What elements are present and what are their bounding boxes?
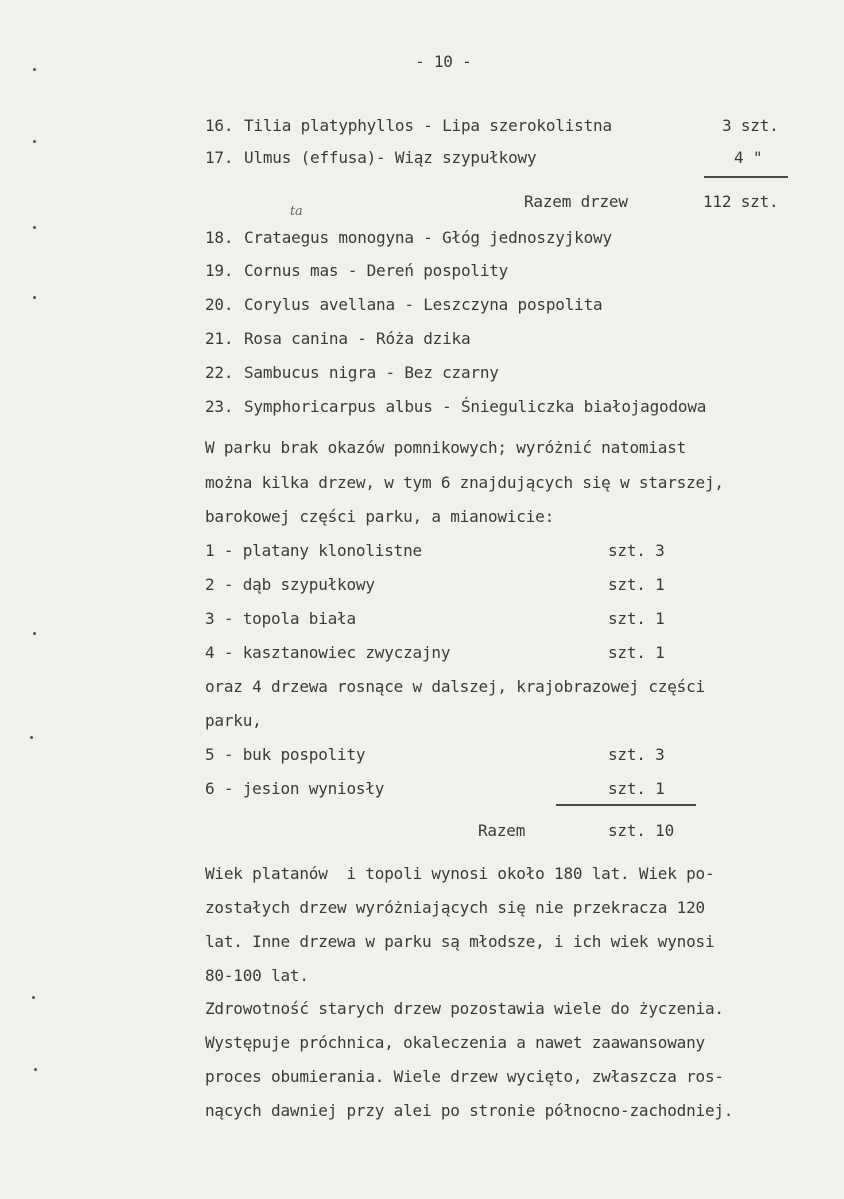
list-item-name: Corylus avellana - Leszczyna pospolita xyxy=(244,295,603,314)
notable-item: 1 - platany klonolistne xyxy=(205,541,422,560)
list-item-no: 16. xyxy=(205,116,234,135)
list-item-name: Ulmus (effusa)- Wiąz szypułkowy xyxy=(244,148,537,167)
sum-rule xyxy=(556,804,696,806)
margin-mark xyxy=(33,296,36,299)
margin-mark xyxy=(33,226,36,229)
page-number: - 10 - xyxy=(415,52,472,71)
paragraph-line: Występuje próchnica, okaleczenia a nawet zaawansowany xyxy=(205,1033,705,1052)
paragraph-line: 80-100 lat. xyxy=(205,966,309,985)
sum-rule xyxy=(704,176,788,178)
paragraph-line: lat. Inne drzewa w parku są młodsze, i ich wiek wynosi xyxy=(205,932,715,951)
paragraph-line: proces obumierania. Wiele drzew wycięto, zwłaszcza ros- xyxy=(205,1067,724,1086)
margin-mark xyxy=(30,736,33,739)
total-value: 112 szt. xyxy=(703,192,779,211)
paragraph-line: można kilka drzew, w tym 6 znajdujących się w starszej, xyxy=(205,473,724,492)
margin-mark xyxy=(33,68,36,71)
list-item-name: Cornus mas - Dereń pospolity xyxy=(244,261,509,280)
notable-count: szt. 3 xyxy=(608,745,665,764)
list-item-count: 3 szt. xyxy=(722,116,779,135)
total-label: Razem xyxy=(478,821,526,840)
list-item-name: Symphoricarpus albus - Śnieguliczka białojagodowa xyxy=(244,397,707,416)
list-item-no: 20. xyxy=(205,295,234,314)
notable-item: 5 - buk pospolity xyxy=(205,745,366,764)
list-item-no: 21. xyxy=(205,329,234,348)
list-item-no: 23. xyxy=(205,397,234,416)
paragraph-line: parku, xyxy=(205,711,262,730)
paragraph-line: W parku brak okazów pomnikowych; wyróżnić natomiast xyxy=(205,438,687,457)
list-item-no: 22. xyxy=(205,363,234,382)
notable-item: 4 - kasztanowiec zwyczajny xyxy=(205,643,451,662)
total-label: Razem drzew xyxy=(524,192,628,211)
margin-mark xyxy=(33,632,36,635)
margin-mark xyxy=(33,140,36,143)
notable-count: szt. 1 xyxy=(608,779,665,798)
notable-count: szt. 1 xyxy=(608,609,665,628)
list-item-count: 4 " xyxy=(734,148,763,167)
notable-item: 3 - topola biała xyxy=(205,609,356,628)
handwritten-note: ta xyxy=(290,204,303,219)
notable-count: szt. 1 xyxy=(608,643,665,662)
paragraph-line: barokowej części parku, a mianowicie: xyxy=(205,507,555,526)
list-item-name: Rosa canina - Róża dzika xyxy=(244,329,471,348)
margin-mark xyxy=(32,996,35,999)
margin-mark xyxy=(34,1068,37,1071)
list-item-name: Sambucus nigra - Bez czarny xyxy=(244,363,499,382)
list-item-no: 17. xyxy=(205,148,234,167)
notable-count: szt. 3 xyxy=(608,541,665,560)
paragraph-line: Wiek platanów i topoli wynosi około 180 lat. Wiek po- xyxy=(205,864,715,883)
paragraph-line: Zdrowotność starych drzew pozostawia wiele do życzenia. xyxy=(205,999,724,1018)
notable-item: 6 - jesion wyniosły xyxy=(205,779,385,798)
paragraph-line: nących dawniej przy alei po stronie północno-zachodniej. xyxy=(205,1101,734,1120)
paragraph-line: oraz 4 drzewa rosnące w dalszej, krajobrazowej części xyxy=(205,677,705,696)
list-item-no: 18. xyxy=(205,228,234,247)
list-item-name: Tilia platyphyllos - Lipa szerokolistna xyxy=(244,116,612,135)
total-value: szt. 10 xyxy=(608,821,675,840)
list-item-no: 19. xyxy=(205,261,234,280)
list-item-name: Crataegus monogyna - Głóg jednoszyjkowy xyxy=(244,228,612,247)
notable-item: 2 - dąb szypułkowy xyxy=(205,575,375,594)
paragraph-line: zostałych drzew wyróżniających się nie przekracza 120 xyxy=(205,898,705,917)
notable-count: szt. 1 xyxy=(608,575,665,594)
